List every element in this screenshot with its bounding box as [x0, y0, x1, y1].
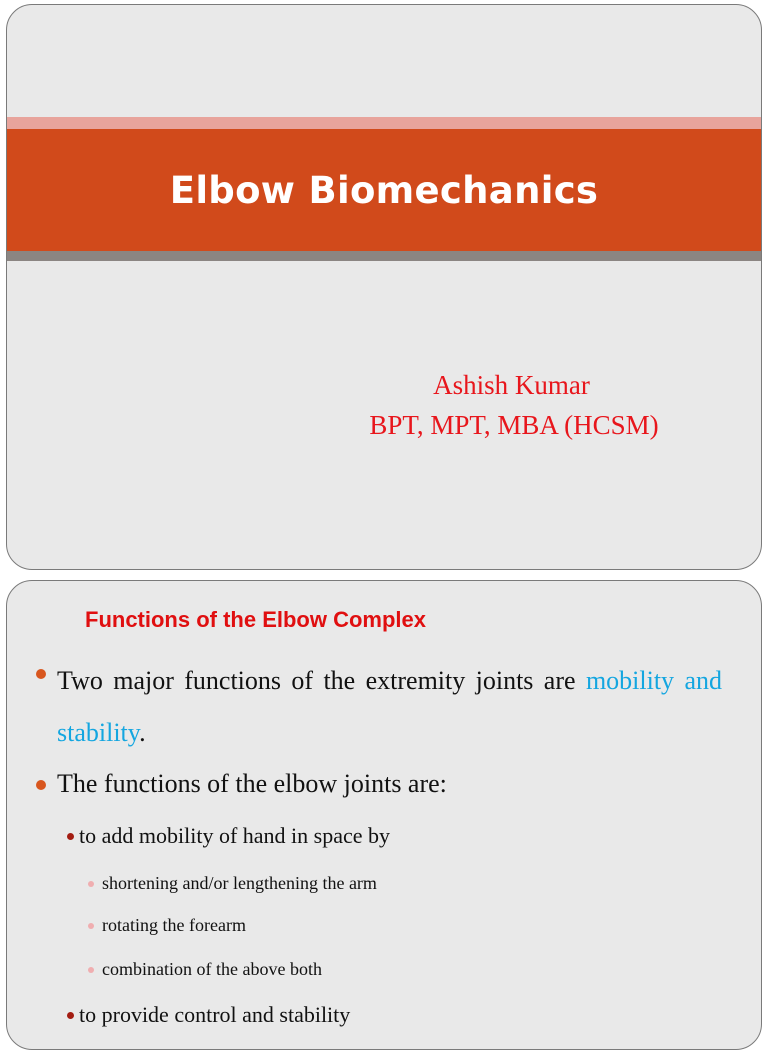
list-item-text: combination of the above both	[102, 959, 322, 979]
list-item-text: rotating the forearm	[102, 915, 246, 935]
slide-heading: Functions of the Elbow Complex	[85, 607, 426, 632]
sub-bullet-dot-icon	[67, 833, 74, 840]
list-dot-icon	[88, 881, 94, 887]
bullet-elbow-functions	[57, 766, 722, 802]
author-name: Ashish Kumar	[433, 370, 590, 400]
sub-bullet-mobility	[79, 821, 390, 851]
content-slide	[6, 580, 762, 1050]
sub-bullet-stability	[79, 1000, 350, 1030]
list-item	[102, 913, 246, 937]
author-degrees: BPT, MPT, MBA (HCSM)	[369, 410, 659, 440]
title-band-bottom-stripe	[7, 251, 761, 261]
title-band	[7, 129, 761, 251]
list-item	[102, 871, 377, 895]
bullet-highlight: mobility and stability	[57, 666, 722, 747]
bullet-text: Two major functions of the extremity joints are	[57, 666, 576, 695]
list-item-text: shortening and/or lengthening the arm	[102, 873, 377, 893]
title-slide	[6, 4, 762, 570]
sub-bullet-text: to provide control and stability	[79, 1002, 351, 1027]
list-dot-icon	[88, 923, 94, 929]
title-band-top-stripe	[7, 117, 761, 129]
list-dot-icon	[88, 967, 94, 973]
bullet-extremity-functions	[57, 655, 722, 759]
bullet-period: .	[139, 718, 146, 747]
sub-bullet-text: to add mobility of hand in space by	[79, 823, 390, 848]
bullet-text: The functions of the elbow joints are:	[57, 769, 447, 798]
slide-title: Elbow Biomechanics	[169, 168, 599, 212]
bullet-dot-icon	[36, 780, 46, 790]
list-item	[102, 957, 322, 981]
bullet-dot-icon	[36, 669, 46, 679]
sub-bullet-dot-icon	[67, 1012, 74, 1019]
